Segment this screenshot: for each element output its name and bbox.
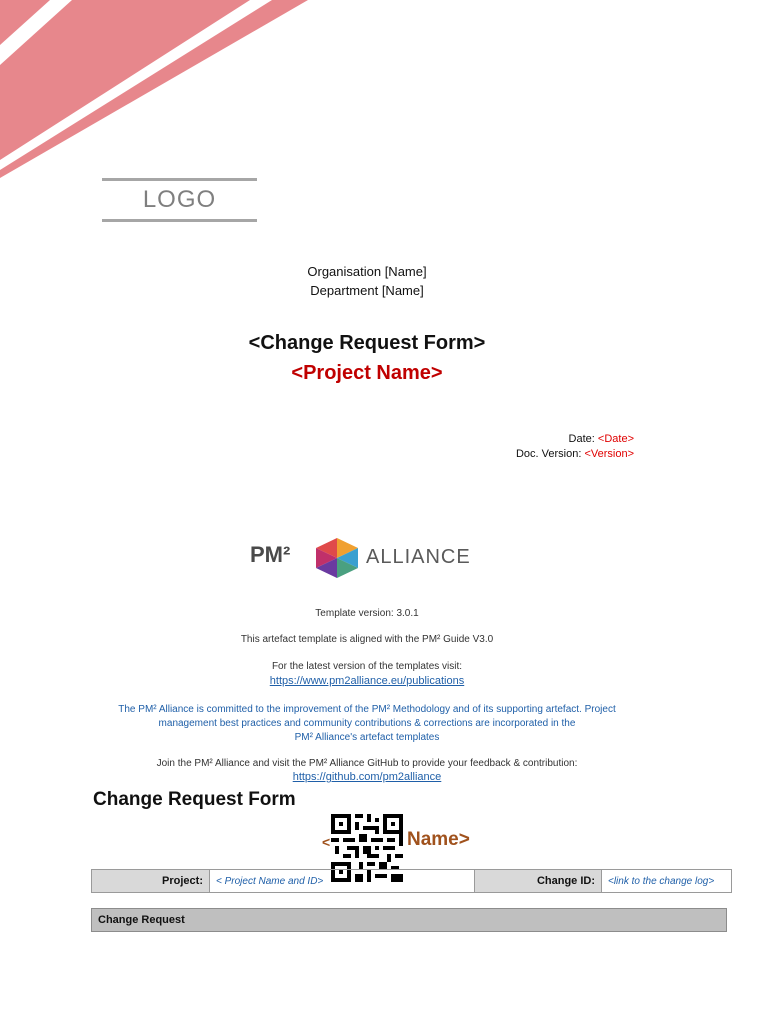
- alliance-text: ALLIANCE: [366, 546, 471, 568]
- project-name-title: <Project Name>: [291, 362, 443, 384]
- commitment-line-2: management best practices and community contributions & corrections are incorporated in the: [158, 718, 576, 729]
- department-name: Department [Name]: [310, 283, 424, 298]
- commitment-line-1: The PM² Alliance is committed to the improvement of the PM² Methodology and of its supporting artefact. Project: [118, 704, 616, 715]
- date-line: [569, 433, 634, 445]
- pm2-text: PM²: [250, 542, 291, 567]
- change-request-section-header: Change Request: [91, 908, 727, 932]
- github-link[interactable]: https://github.com/pm2alliance: [292, 771, 442, 783]
- document-title: <Change Request Form>: [248, 332, 486, 354]
- name-prefix: <: [322, 834, 331, 850]
- logo-placeholder: [102, 178, 257, 222]
- project-label: Project:: [92, 870, 210, 893]
- project-value[interactable]: < Project Name and ID>: [210, 870, 475, 893]
- change-id-value[interactable]: <link to the change log>: [602, 870, 732, 893]
- aligned-text: This artefact template is aligned with the PM² Guide V3.0: [240, 634, 494, 645]
- template-version: Template version: 3.0.1: [315, 608, 419, 619]
- logo-text: LOGO: [142, 186, 217, 213]
- corner-stripes: [0, 0, 310, 180]
- version-label: Doc. Version:: [515, 448, 585, 460]
- version-value: <Version>: [584, 448, 634, 460]
- table-row: [92, 870, 732, 893]
- version-line: [516, 448, 634, 460]
- organisation-name: Organisation [Name]: [307, 264, 427, 279]
- date-label: Date:: [568, 433, 598, 445]
- hexagon-cube-icon: [314, 538, 360, 578]
- join-text: Join the PM² Alliance and visit the PM² Alliance GitHub to provide your feedback & contribution:: [156, 758, 578, 769]
- project-info-table: [91, 869, 732, 893]
- commitment-line-3: PM² Alliance's artefact templates: [294, 732, 440, 743]
- form-heading: Change Request Form: [93, 789, 296, 810]
- pm2-alliance-logo: [250, 538, 480, 578]
- date-value: <Date>: [597, 433, 634, 445]
- latest-intro: For the latest version of the templates visit:: [271, 661, 463, 672]
- change-id-label: Change ID:: [475, 870, 602, 893]
- publications-link[interactable]: https://www.pm2alliance.eu/publications: [269, 675, 465, 687]
- name-placeholder: Name>: [407, 829, 470, 850]
